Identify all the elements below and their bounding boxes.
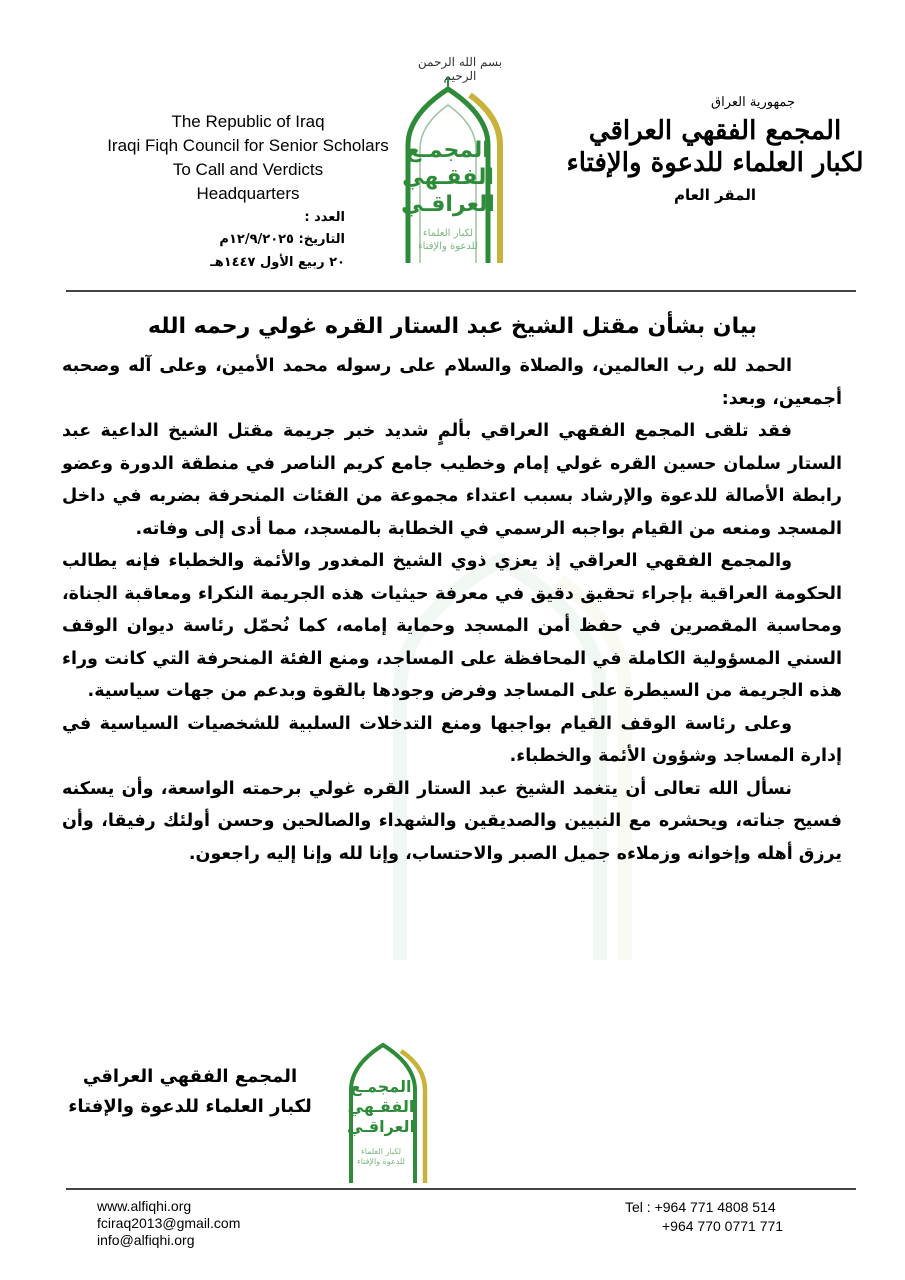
- signature-line2: لكبار العلماء للدعوة والإفتاء: [68, 1096, 312, 1117]
- footer-contacts: [97, 1198, 240, 1249]
- email-link-2[interactable]: info@alfiqhi.org: [97, 1232, 195, 1248]
- statement-body: [62, 350, 842, 870]
- statement-title: بيان بشأن مقتل الشيخ عبد الستار القره غولي رحمه الله: [147, 314, 758, 339]
- phone-2[interactable]: +964 770 0771 771: [662, 1218, 784, 1234]
- date-label: التاريخ:: [298, 232, 345, 247]
- logo-line3: العراقـي: [401, 192, 495, 217]
- paragraph-demands: والمجمع الفقهي العراقي إذ يعزي ذوي الشيخ المغدور والأئمة والخطباء فإنه يطالب الحكومة العراقية بإجراء تحقيق دقيق في معرفة حيثيات هذه الجريمة النكراء ومعاقبة الجناة، ومحاسبة المقصرين في حفظ أمن المسجد وحماية إمامه، كما نُحمّل رئاسة ديوان الوقف السني المسؤولية الكاملة في المحافظة على المساجد، ومنع الفئة المنحرفة التي كانت وراء هذه الجريمة من السيطرة على المساجد وفرض وجودها بالقوة وبدعم من جهات سياسية.: [62, 551, 842, 701]
- english-header-line3: To Call and Verdicts: [172, 160, 324, 179]
- arabic-header-hq: المقر العام: [673, 186, 757, 204]
- footer-phones: [625, 1198, 783, 1236]
- sig-logo-line3: العراقـي: [346, 1117, 416, 1136]
- logo-line2: الفقـهي: [402, 165, 494, 190]
- signature-logo: [345, 1035, 435, 1185]
- english-header-line1: The Republic of Iraq: [171, 112, 325, 131]
- email-link-1[interactable]: fciraq2013@gmail.com: [97, 1215, 241, 1231]
- document-number: [210, 210, 345, 225]
- english-header-line4: Headquarters: [196, 184, 300, 203]
- english-header-line2: Iraqi Fiqh Council for Senior Scholars: [107, 136, 389, 155]
- hijri-date: ٢٠ ربيع الأول ١٤٤٧هـ: [210, 255, 345, 270]
- sig-logo-line1: المجمـع: [350, 1077, 412, 1096]
- logo-line1: المجمـع: [406, 138, 490, 163]
- header-divider: [66, 290, 856, 292]
- tel-label: Tel :: [625, 1199, 651, 1215]
- logo-sub2: للدعوة والإفتاء: [417, 241, 478, 252]
- english-header: [98, 110, 398, 206]
- paragraph-news: فقد تلقى المجمع الفقهي العراقي بألمٍ شديد خبر جريمة مقتل الشيخ الداعية عبد الستار سلمان حسين القره غولي إمام وخطيب جامع كريم الناصر في منطقة الدورة وعضو رابطة الأصالة للدعوة والإرشاد بسبب اعتداء مجموعة من الفئات المنحرفة بضربه في داخل المسجد ومنعه من القيام بواجبه الرسمي في الخطابة بالمسجد، مما أدى إلى وفاته.: [62, 421, 842, 539]
- footer-divider: [66, 1188, 856, 1190]
- phone-1[interactable]: +964 771 4808 514: [654, 1199, 776, 1215]
- sig-logo-line2: الفقـهي: [347, 1097, 415, 1116]
- arabic-header-line2: لكبار العلماء للدعوة والإفتاء: [566, 148, 864, 178]
- signature-line1: المجمع الفقهي العراقي: [82, 1066, 298, 1087]
- sig-logo-sub2: للدعوة والإفتاء: [356, 1157, 405, 1166]
- document-date: [150, 232, 345, 247]
- basmala: بسم الله الرحمن الرحيم: [417, 55, 503, 83]
- website-link[interactable]: www.alfiqhi.org: [97, 1198, 192, 1214]
- arabic-header-line1: المجمع الفقهي العراقي: [588, 116, 842, 146]
- paragraph-prayer: نسأل الله تعالى أن يتغمد الشيخ عبد الستار القره غولي برحمته الواسعة، وأن يسكنه فسيح جناته، ويحشره مع النبيين والصديقين والشهداء والصالحين وحسن أولئك رفيقا، وأن يرزق أهله وإخوانه وزملاءه جميل الصبر والاحتساب، وإنا لله وإنا إليه راجعون.: [62, 778, 842, 864]
- number-label: العدد :: [304, 210, 345, 225]
- sig-logo-sub1: لكبار العلماء: [360, 1147, 402, 1156]
- date-value: ١٢/٩/٢٠٢٥م: [219, 232, 294, 247]
- paragraph-endowment: وعلى رئاسة الوقف القيام بواجبها ومنع التدخلات السلبية للشخصيات السياسية في إدارة المساجد وشؤون الأئمة والخطباء.: [62, 713, 842, 766]
- paragraph-opening: الحمد لله رب العالمين، والصلاة والسلام على رسوله محمد الأمين، وعلى آله وصحبه أجمعين، وبعد:: [62, 356, 842, 409]
- signature-block: [60, 1062, 320, 1122]
- council-logo: [400, 75, 512, 265]
- arabic-header-republic: جمهورية العراق: [711, 95, 795, 110]
- logo-sub1: لكبار العلماء: [422, 228, 474, 239]
- arabic-header: [565, 95, 865, 204]
